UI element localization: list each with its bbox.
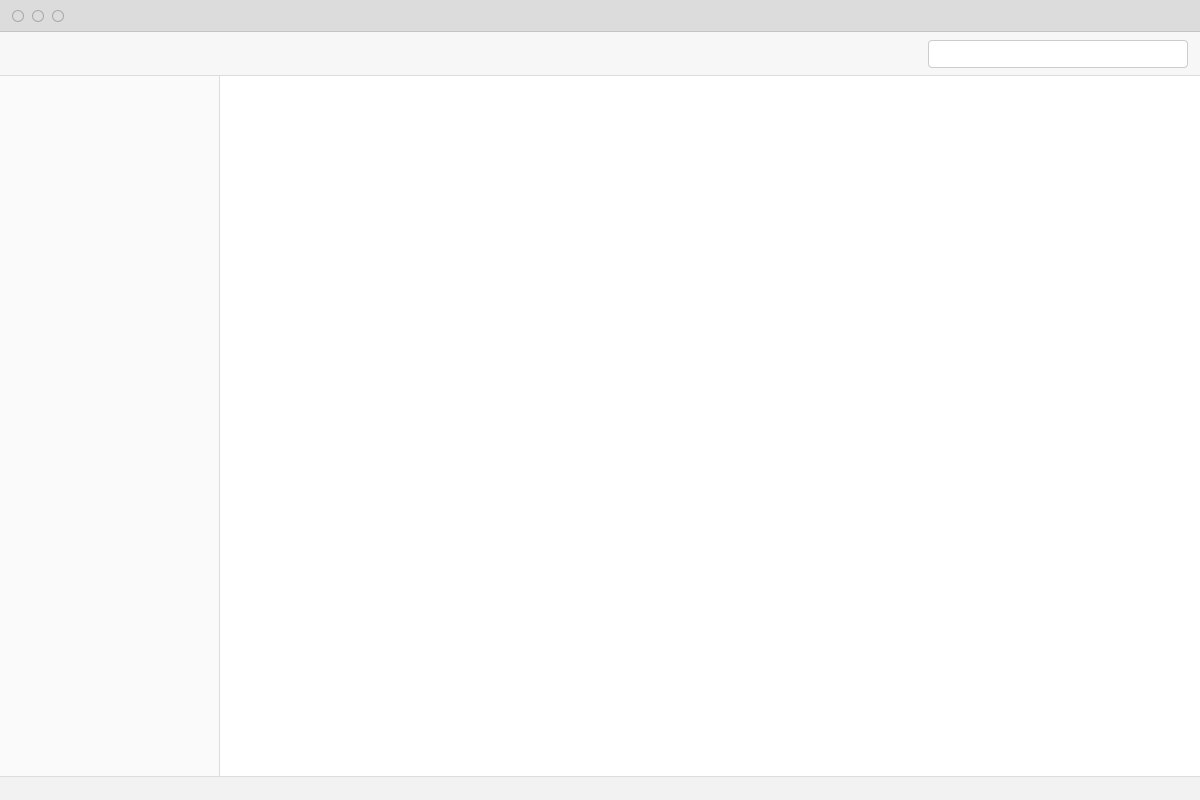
sidebar bbox=[0, 76, 220, 776]
minimize-window-button[interactable] bbox=[32, 10, 44, 22]
maximize-window-button[interactable] bbox=[52, 10, 64, 22]
title-bar bbox=[0, 0, 1200, 32]
page-title bbox=[240, 92, 1180, 116]
status-bar bbox=[0, 776, 1200, 800]
close-window-button[interactable] bbox=[12, 10, 24, 22]
toolbar bbox=[0, 32, 1200, 76]
search-input[interactable] bbox=[928, 40, 1188, 68]
app-body bbox=[0, 76, 1200, 776]
main-panel bbox=[220, 76, 1200, 776]
